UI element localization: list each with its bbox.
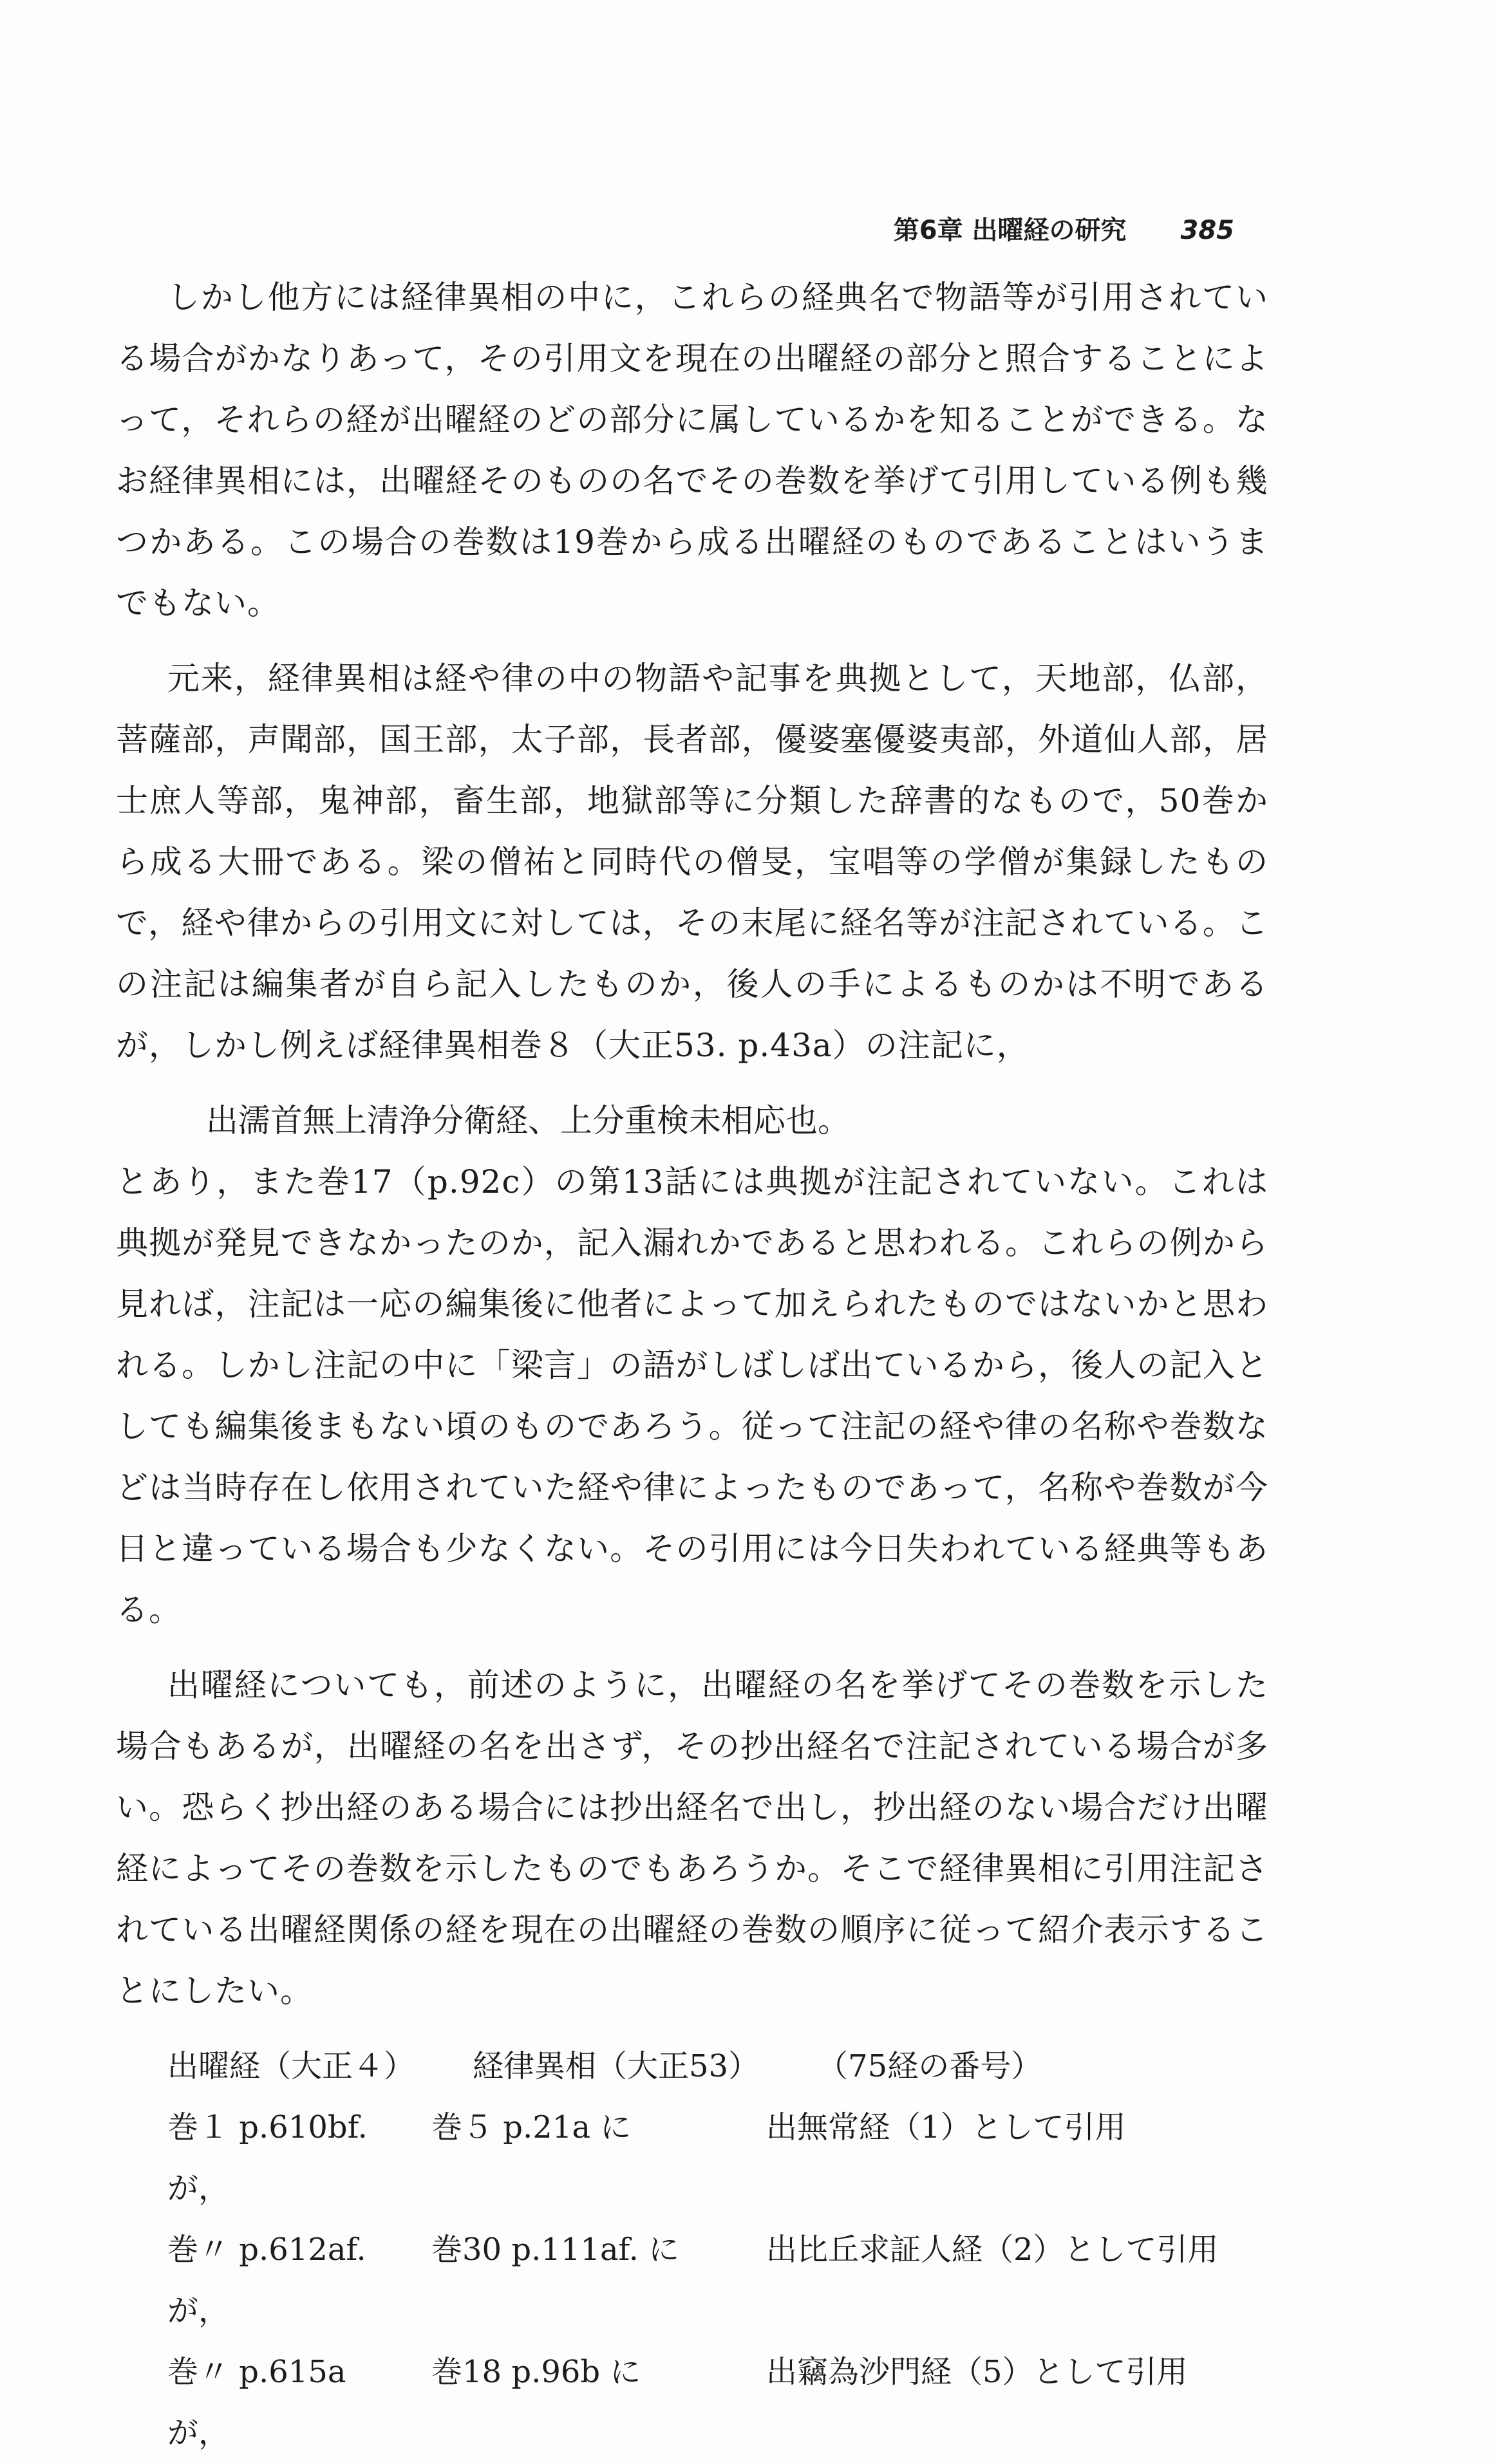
table-cell-note: 出無常経（1）として引用 [766, 2109, 1126, 2145]
table-cell-source: 巻〃 p.615a が， [167, 2354, 377, 2451]
running-header [894, 210, 1234, 247]
paragraph-2: 元来，経律異相は経や律の中の物語や記事を典拠として，天地部，仏部，菩薩部，声聞部，国王部，太子部，長者部，優婆塞優婆夷部，外道仙人部，居士庶人等部，鬼神部，畜生部，地獄部等に分類した辞書的なもので，50巻から成る大冊である。梁の僧祐と同時代の僧旻，宝唱等の学僧が集録したもので，経や律からの引用文に対しては，その末尾に経名等が注記されている。この注記は編集者が自ら記入したものか，後人の手によるものかは不明であるが，しかし例えば経律異相巻８（大正53. p.43a）の注記に， [116, 660, 1268, 1064]
table-header-col1: 出曜経（大正４） [167, 2048, 415, 2084]
table-cell-note: 出竊為沙門経（5）として引用 [766, 2354, 1188, 2390]
table-row [116, 2342, 1268, 2464]
body-text [116, 267, 1268, 2464]
paragraph-3: 出曜経についても，前述のように，出曜経の名を挙げてその巻数を示した場合もあるが，出曜経の名を出さず，その抄出経名で注記されている場合が多い。恐らく抄出経のある場合には抄出経名で出し，抄出経のない場合だけ出曜経によってその巻数を示したものでもあろうか。そこで経律異相に引用注記されている出曜経関係の経を現在の出曜経の巻数の順序に従って紹介表示することにしたい。 [116, 1666, 1268, 2010]
table-cell-source: 巻１ p.610bf. が， [167, 2109, 368, 2207]
table-cell-source: 巻〃 p.612af. が， [167, 2232, 366, 2329]
table-row [116, 2097, 1268, 2219]
table-cell-note: 出比丘求証人経（2）として引用 [766, 2232, 1219, 2268]
table-cell-target: 巻18 p.96b に [431, 2354, 641, 2390]
page-number: 385 [1180, 216, 1234, 245]
chapter-title: 第6章 出曜経の研究 [893, 216, 1127, 245]
block-quote: 出濡首無上清浄分衛経、上分重検未相応也。 [206, 1102, 850, 1139]
table-row [116, 2219, 1268, 2342]
table-cell-target: 巻30 p.111af. に [431, 2232, 680, 2268]
table-header-col2: 経律異相（大正53） [473, 2048, 760, 2084]
table-header [116, 2036, 1268, 2097]
table-header-col3: （75経の番号） [817, 2048, 1042, 2084]
table-cell-target: 巻５ p.21a に [431, 2109, 632, 2145]
paragraph-1: しかし他方には経律異相の中に，これらの経典名で物語等が引用されている場合がかなりあって，その引用文を現在の出曜経の部分と照合することによって，それらの経が出曜経のどの部分に属しているかを知ることができる。なお経律異相には，出曜経そのものの名でその巻数を挙げて引用している例も幾つかある。この場合の巻数は19巻から成る出曜経のものであることはいうまでもない。 [116, 279, 1268, 622]
paragraph-after-quote: とあり，また巻17（p.92c）の第13話には典拠が注記されていない。これは典拠が発見できなかったのか，記入漏れかであると思われる。これらの例から見れば，注記は一応の編集後に他者によって加えられたものではないかと思われる。しかし注記の中に「梁言」の語がしばしば出ているから，後人の記入としても編集後まもない頃のものであろう。従って注記の経や律の名称や巻数などは当時存在し依用されていた経や律によったものであって，名称や巻数が今日と違っている場合も少なくない。その引用には今日失われている経典等もある。 [116, 1163, 1268, 1629]
